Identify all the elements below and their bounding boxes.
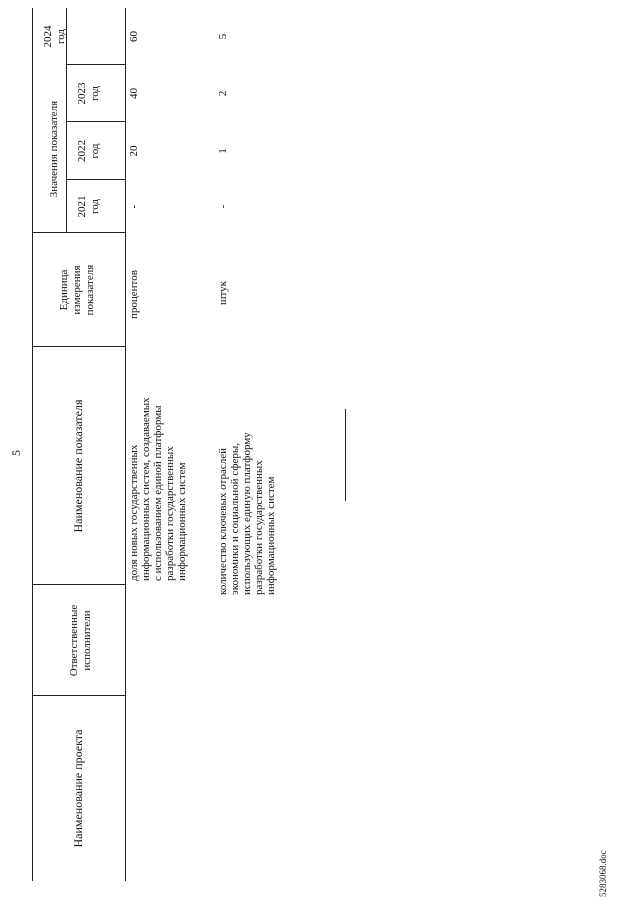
row-2-indicator-line-5: информационных систем [265,476,277,595]
header-responsible-line-2: исполнители [81,610,93,671]
header-unit-line-3: показателя [84,264,96,316]
footer-file-name: 5283068.doc [598,850,608,897]
header-indicator-name: Наименование показателя [71,399,85,533]
header-year-2023-suffix: год [89,85,101,102]
header-unit-line-1: Единица [58,269,70,311]
row-2-indicator-line-1: количество ключевых отраслей [217,448,229,595]
header-year-2021: 2021 [76,195,88,218]
row-2-value-2023: 2 [217,90,229,97]
row-2-unit: штук [217,281,229,305]
row-1-value-2022: 20 [128,145,140,157]
table-top-border [32,8,33,881]
row-2-indicator-line-3: использующих единую платформу [241,432,253,595]
row-1-indicator-line-5: информационных систем [176,462,188,581]
header-year-2023: 2023 [76,82,88,105]
row-2-value-2022: 1 [217,148,229,154]
row-2-value-2024: 5 [217,33,229,40]
header-values-group: Значения показателя [48,100,60,198]
row-1-indicator-line-4: разработки государственных [164,446,176,581]
row-1-indicator-line-3: с использованием единой платформы [152,405,164,581]
header-year-2024-suffix: год [55,28,67,45]
header-responsible-line-1: Ответственные [68,604,80,677]
row-1-indicator-line-2: информационных систем, создаваемых [140,397,152,581]
row-2-value-2021: - [217,204,229,209]
row-1-unit: процентов [128,270,140,319]
header-year-2021-suffix: год [89,198,101,215]
row-1-indicator-line-1: доля новых государственных [128,444,140,581]
header-year-2024: 2024 [42,25,54,48]
row-2-indicator-line-4: разработки государственных [253,460,265,595]
row-2-indicator-line-2: экономики и социальной сферы, [229,443,241,595]
row-1-value-2024: 60 [128,31,140,42]
header-bottom-border [125,8,126,881]
header-project-name: Наименование проекта [71,729,85,848]
header-unit-line-2: измерения [71,265,83,315]
page-number: 5 [9,450,23,456]
end-separator-line [345,409,346,501]
row-1-value-2023: 40 [128,88,140,99]
row-1-value-2021: - [128,204,140,209]
header-year-2022: 2022 [76,140,88,162]
header-year-2022-suffix: год [89,143,101,159]
